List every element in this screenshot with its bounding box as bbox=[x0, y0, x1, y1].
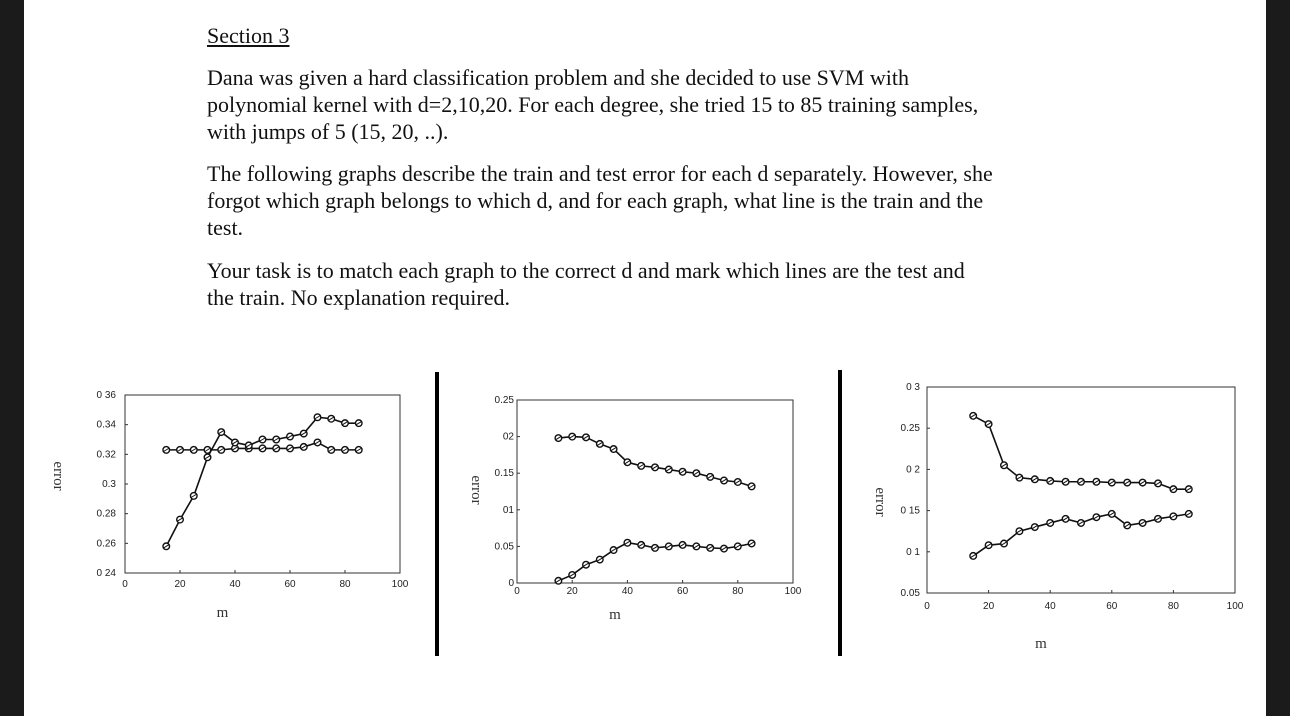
chart-1-ytick-label: 0.3 bbox=[102, 479, 116, 490]
chart-3-xtick-label: 0 bbox=[924, 601, 930, 612]
chart-3-xlabel: m bbox=[1035, 636, 1047, 652]
paragraph-2-line-1: The following graphs describe the train and test error for each d separately. However, she bbox=[207, 161, 993, 186]
paragraph-1-line-2: polynomial kernel with d=2,10,20. For each degree, she tried 15 to 85 training samples, bbox=[207, 92, 979, 117]
chart-2-xtick-label: 20 bbox=[566, 586, 578, 597]
chart-3-xtick-label: 20 bbox=[983, 601, 995, 612]
chart-1-xtick-label: 20 bbox=[174, 579, 186, 590]
chart-2-ylabel: error bbox=[468, 475, 484, 505]
chart-1-ytick-label: 0.26 bbox=[96, 538, 116, 550]
chart-3-ytick-label: 0.05 bbox=[900, 588, 920, 599]
chart-1-ytick-label: 0 24 bbox=[96, 568, 116, 579]
chart-2-ytick-label: 02 bbox=[502, 431, 514, 443]
chart-1-xtick-label: 0 bbox=[122, 579, 128, 590]
chart-1-xtick-label: 80 bbox=[339, 579, 351, 590]
chart-3-ytick-label: 0 3 bbox=[906, 382, 920, 393]
chart-1-xtick-label: 100 bbox=[391, 579, 409, 590]
paragraph-2-line-3: test. bbox=[207, 215, 244, 240]
chart-1-ytick-label: 0.32 bbox=[96, 449, 116, 461]
chart-1-xlabel: m bbox=[216, 605, 229, 621]
paragraph-2-line-2: forgot which graph belongs to which d, and for each graph, what line is the train and the bbox=[207, 188, 984, 213]
section-heading: Section 3 bbox=[207, 23, 290, 48]
chart-1-xtick-label: 40 bbox=[229, 579, 241, 590]
paragraph-3-line-2: the train. No explanation required. bbox=[207, 285, 511, 310]
chart-2-ytick-label: 0.15 bbox=[494, 468, 514, 480]
chart-1-ytick-label: 0.34 bbox=[96, 419, 116, 431]
chart-2-ytick-label: 01 bbox=[502, 504, 514, 516]
paragraph-1-line-1: Dana was given a hard classification problem and she decided to use SVM with bbox=[207, 65, 909, 90]
paragraph-3-line-1: Your task is to match each graph to the correct d and mark which lines are the test and bbox=[207, 258, 965, 283]
chart-2-xtick-label: 80 bbox=[732, 586, 744, 597]
chart-3-xtick-label: 40 bbox=[1044, 601, 1056, 612]
chart-2-frame bbox=[517, 400, 793, 583]
chart-3-ytick-label: 0 15 bbox=[900, 505, 920, 517]
chart-2-ytick-label: 0.25 bbox=[494, 395, 514, 406]
chart-2-xtick-label: 100 bbox=[784, 586, 802, 597]
chart-2-xtick-label: 60 bbox=[677, 586, 689, 597]
chart-3-xtick-label: 80 bbox=[1167, 601, 1179, 612]
chart-3-ytick-label: 0.25 bbox=[900, 423, 920, 435]
chart-3-xtick-label: 60 bbox=[1106, 601, 1118, 612]
chart-1-ytick-label: 0.28 bbox=[96, 508, 116, 520]
paragraph-1-line-3: with jumps of 5 (15, 20, ..). bbox=[207, 119, 449, 144]
charts-canvas bbox=[24, 0, 1266, 716]
chart-3-ytick-label: 0 2 bbox=[906, 464, 920, 476]
chart-2-ytick-label: 0.05 bbox=[494, 541, 514, 553]
chart-1-ytick-label: 0 36 bbox=[96, 390, 116, 401]
chart-1-ylabel: error bbox=[50, 461, 66, 491]
chart-3-ytick-label: 0 1 bbox=[906, 546, 920, 558]
chart-2-xtick-label: 40 bbox=[621, 586, 633, 597]
chart-2-xlabel: m bbox=[609, 607, 621, 623]
chart-2-ytick-label: 0 bbox=[508, 578, 514, 589]
chart-2-xtick-label: 0 bbox=[514, 586, 520, 597]
chart-1-xtick-label: 60 bbox=[284, 579, 296, 590]
chart-3-ylabel: error bbox=[872, 487, 888, 517]
chart-3-xtick-label: 100 bbox=[1226, 601, 1244, 612]
document-page bbox=[24, 0, 1266, 716]
